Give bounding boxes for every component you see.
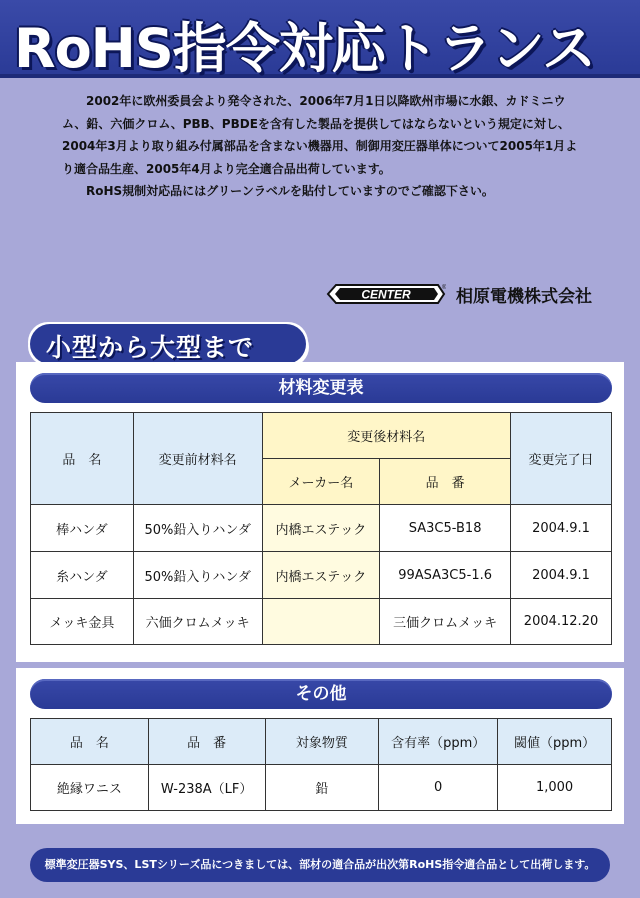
cell-name: メッキ金具 bbox=[31, 599, 134, 645]
cell-substance: 鉛 bbox=[265, 765, 379, 811]
intro-line: ないという規定に対し、2004年3月より取り組み付属部品を含まない機器用、制 bbox=[62, 116, 570, 153]
footer-note: 標準変圧器SYS、LSTシリーズ品につきましては、部材の適合品が出次第RoHS指令適合品として出荷します。 bbox=[30, 848, 610, 882]
cell-maker: 内橋エステック bbox=[262, 552, 380, 599]
cell-name: 糸ハンダ bbox=[31, 552, 134, 599]
size-badge bbox=[30, 324, 306, 364]
other-heading: その他 bbox=[30, 679, 612, 709]
company-block bbox=[326, 282, 592, 306]
intro-line: 品出荷しています。 bbox=[283, 161, 391, 176]
col-header-name: 品 名 bbox=[31, 413, 134, 505]
other-table bbox=[30, 718, 612, 811]
materials-table bbox=[30, 412, 612, 645]
cell-date: 2004.9.1 bbox=[511, 552, 612, 599]
center-logo bbox=[326, 283, 446, 305]
intro-note: RoHS規制対応品にはグリーンラベルを貼付していますのでご確認下さい。 bbox=[86, 184, 494, 198]
cell-date: 2004.12.20 bbox=[511, 599, 612, 645]
col-header-part: 品 番 bbox=[380, 459, 511, 505]
cell-threshold: 1,000 bbox=[498, 765, 612, 811]
col-header-date: 変更完了日 bbox=[511, 413, 612, 505]
logo-text: CENTER bbox=[361, 287, 411, 302]
cell-content: 0 bbox=[379, 765, 498, 811]
other-header-part: 品 番 bbox=[148, 719, 265, 765]
cell-before: 六価クロムメッキ bbox=[133, 599, 262, 645]
title-bar bbox=[0, 0, 640, 78]
other-header-threshold: 閾値（ppm） bbox=[498, 719, 612, 765]
table-row bbox=[31, 552, 612, 599]
other-header-substance: 対象物質 bbox=[265, 719, 379, 765]
company-name: 相原電機株式会社 bbox=[456, 286, 592, 307]
cell-maker bbox=[262, 599, 380, 645]
intro-line: カドミニウム、鉛、六価クロム、PBB、PBDEを含有した製品を提供してはなら bbox=[62, 94, 566, 131]
col-header-before: 変更前材料名 bbox=[133, 413, 262, 505]
col-header-after: 変更後材料名 bbox=[262, 413, 511, 459]
cell-part: 99ASA3C5-1.6 bbox=[380, 552, 511, 599]
cell-part: 三価クロムメッキ bbox=[380, 599, 511, 645]
other-header-content: 含有率（ppm） bbox=[379, 719, 498, 765]
cell-part: W-238A（LF） bbox=[148, 765, 265, 811]
materials-heading: 材料変更表 bbox=[30, 373, 612, 403]
cell-date: 2004.9.1 bbox=[511, 505, 612, 552]
intro-line: 御用変圧器単体について2005年1月より適合品生産、2005年4月より完全適合 bbox=[62, 139, 578, 176]
col-header-maker: メーカー名 bbox=[262, 459, 380, 505]
table-row bbox=[31, 505, 612, 552]
cell-name: 棒ハンダ bbox=[31, 505, 134, 552]
cell-maker: 内橋エステック bbox=[262, 505, 380, 552]
table-row bbox=[31, 765, 612, 811]
cell-part: SA3C5-B18 bbox=[380, 505, 511, 552]
badge-text: 小型から大型まで bbox=[46, 333, 255, 362]
intro-line: 2002年に欧州委員会より発令された、2006年7月1日以降欧州市場に水銀、 bbox=[86, 94, 506, 108]
page-title: RoHS指令対応トランス bbox=[14, 17, 596, 80]
intro-paragraph bbox=[62, 90, 582, 180]
cell-before: 50%鉛入りハンダ bbox=[133, 552, 262, 599]
other-header-name: 品 名 bbox=[31, 719, 149, 765]
cell-before: 50%鉛入りハンダ bbox=[133, 505, 262, 552]
intro-text bbox=[62, 90, 582, 203]
svg-text:®: ® bbox=[442, 285, 446, 291]
cell-name: 絶縁ワニス bbox=[31, 765, 149, 811]
table-row bbox=[31, 599, 612, 645]
